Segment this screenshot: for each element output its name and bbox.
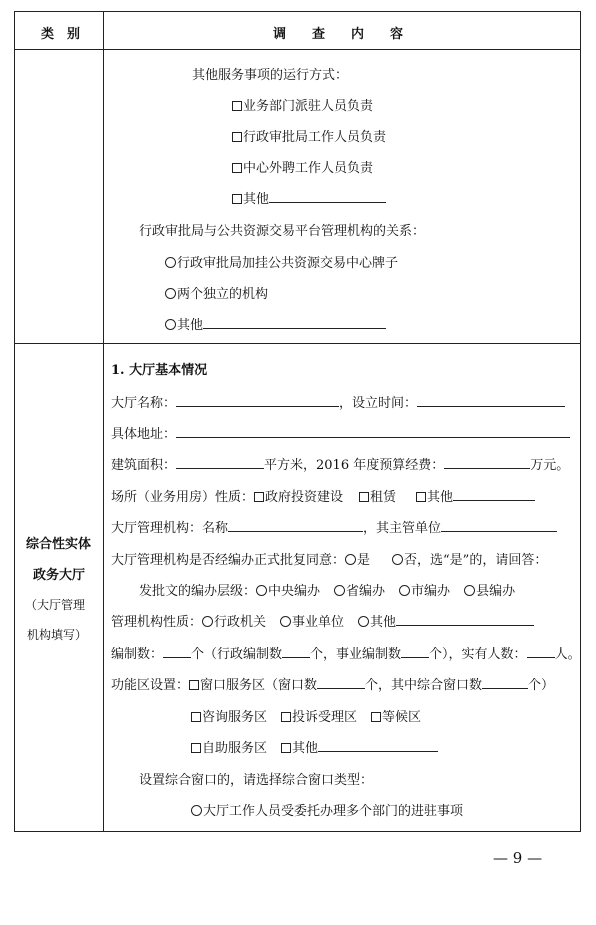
radio[interactable] bbox=[392, 554, 403, 565]
checkbox[interactable] bbox=[191, 712, 201, 722]
radio[interactable] bbox=[399, 585, 410, 596]
checkbox[interactable] bbox=[189, 680, 199, 690]
row-hall-name: 大厅名称： ，设立时间： bbox=[111, 392, 565, 411]
staff-total-field[interactable] bbox=[163, 644, 191, 658]
checkbox[interactable] bbox=[232, 194, 242, 204]
row-staffing: 编制数： 个（行政编制数 个，事业编制数 个），实有人数： 人。 bbox=[111, 643, 581, 662]
radio[interactable] bbox=[334, 585, 345, 596]
checkbox[interactable] bbox=[232, 101, 242, 111]
page-number: — 9 — bbox=[493, 849, 543, 867]
header-category: 类 别 bbox=[41, 27, 81, 42]
area-field[interactable] bbox=[176, 455, 264, 469]
option-window-type[interactable]: 大厅工作人员受委托办理多个部门的进驻事项 bbox=[191, 800, 463, 819]
row-nature: 管理机构性质： 行政机关 事业单位 其他 bbox=[111, 611, 534, 630]
checkbox[interactable] bbox=[232, 163, 242, 173]
option-combined-sign[interactable]: 行政审批局加挂公共资源交易中心牌子 bbox=[165, 252, 398, 271]
checkbox[interactable] bbox=[416, 492, 426, 502]
checkbox[interactable] bbox=[371, 712, 381, 722]
admin-staff-field[interactable] bbox=[282, 644, 310, 658]
checkbox[interactable] bbox=[281, 743, 291, 753]
category-line-2: 政务大厅 bbox=[33, 568, 86, 583]
window-count-field[interactable] bbox=[317, 675, 365, 689]
setup-time-field[interactable] bbox=[417, 393, 565, 407]
survey-table bbox=[14, 11, 581, 832]
question-service-operation: 其他服务事项的运行方式： bbox=[192, 68, 349, 83]
combined-window-field[interactable] bbox=[482, 675, 528, 689]
row-address: 具体地址： bbox=[111, 423, 570, 442]
option-dept-staff[interactable]: 业务部门派驻人员负责 bbox=[232, 95, 373, 114]
category-line-4: 机构填写） bbox=[27, 628, 88, 642]
row-function-1: 功能区设置： 窗口服务区（窗口数 个，其中综合窗口数 个） bbox=[111, 674, 554, 693]
header-content: 调 查 内 容 bbox=[273, 27, 404, 42]
budget-field[interactable] bbox=[444, 455, 530, 469]
radio[interactable] bbox=[280, 616, 291, 627]
checkbox[interactable] bbox=[281, 712, 291, 722]
nature-other-field[interactable] bbox=[396, 612, 534, 626]
checkbox[interactable] bbox=[191, 743, 201, 753]
row-area: 建筑面积： 平方米，2016 年度预算经费： 万元。 bbox=[111, 454, 569, 473]
option-independent[interactable]: 两个独立的机构 bbox=[165, 283, 268, 302]
checkbox[interactable] bbox=[359, 492, 369, 502]
header-divider bbox=[15, 49, 580, 50]
address-field[interactable] bbox=[176, 424, 570, 438]
option-outsourced-staff[interactable]: 中心外聘工作人员负责 bbox=[232, 157, 373, 176]
option-other-relation[interactable]: 其他 bbox=[165, 314, 386, 333]
radio[interactable] bbox=[202, 616, 213, 627]
radio[interactable] bbox=[358, 616, 369, 627]
superior-field[interactable] bbox=[441, 518, 557, 532]
radio[interactable] bbox=[165, 257, 176, 268]
radio[interactable] bbox=[165, 319, 176, 330]
fill-blank[interactable] bbox=[203, 315, 386, 329]
radio[interactable] bbox=[191, 805, 202, 816]
row-venue: 场所（业务用房）性质： 政府投资建设 租赁 其他 bbox=[111, 486, 535, 505]
section-divider bbox=[15, 343, 580, 344]
hall-name-field[interactable] bbox=[176, 393, 339, 407]
org-name-field[interactable] bbox=[228, 518, 363, 532]
option-approval-staff[interactable]: 行政审批局工作人员负责 bbox=[232, 126, 386, 145]
category-line-1: 综合性实体 bbox=[26, 537, 92, 552]
radio[interactable] bbox=[345, 554, 356, 565]
row-mgmt-org: 大厅管理机构：名称 ，其主管单位 bbox=[111, 517, 557, 536]
row-function-2: 咨询服务区 投诉受理区 等候区 bbox=[191, 706, 421, 725]
inst-staff-field[interactable] bbox=[401, 644, 429, 658]
radio[interactable] bbox=[256, 585, 267, 596]
question-window-type: 设置综合窗口的，请选择综合窗口类型： bbox=[139, 773, 374, 788]
fill-blank[interactable] bbox=[269, 189, 386, 203]
option-other[interactable]: 其他 bbox=[232, 188, 386, 207]
row-approval: 大厅管理机构是否经编办正式批复同意： 是 否，选“是”的，请回答： bbox=[111, 553, 548, 568]
checkbox[interactable] bbox=[254, 492, 264, 502]
section-title: 1. 大厅基本情况 bbox=[111, 363, 208, 378]
radio[interactable] bbox=[464, 585, 475, 596]
column-divider bbox=[103, 12, 104, 831]
function-other-field[interactable] bbox=[318, 738, 438, 752]
category-line-3: （大厅管理 bbox=[25, 598, 86, 612]
question-relationship: 行政审批局与公共资源交易平台管理机构的关系： bbox=[139, 224, 426, 239]
venue-other-field[interactable] bbox=[453, 487, 535, 501]
actual-staff-field[interactable] bbox=[527, 644, 555, 658]
radio[interactable] bbox=[165, 288, 176, 299]
row-function-3: 自助服务区 其他 bbox=[191, 737, 438, 756]
checkbox[interactable] bbox=[232, 132, 242, 142]
row-level: 发批文的编办层级： 中央编办 省编办 市编办 县编办 bbox=[139, 584, 516, 599]
